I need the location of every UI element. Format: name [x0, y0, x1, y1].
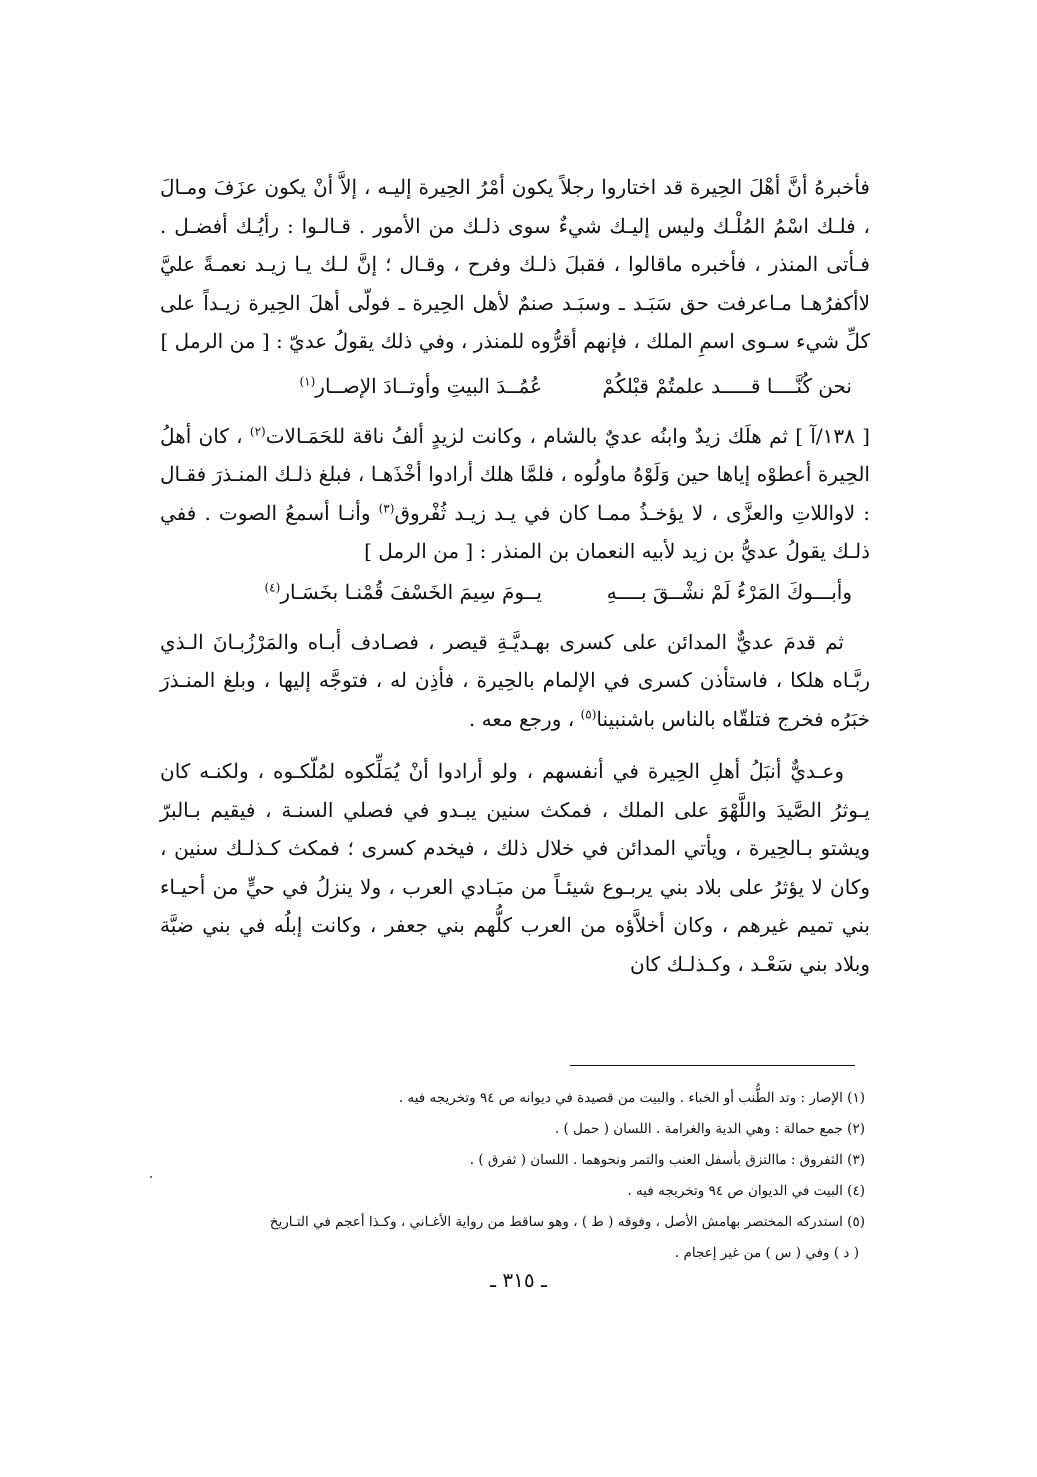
footnote-4: (٤) البيت في الديوان ص ٩٤ وتخريجه فيه .	[627, 1183, 865, 1199]
paragraph-3-part-b: ، ورجع معه .	[468, 706, 581, 731]
footnote-mark-4: (٤)	[264, 579, 281, 594]
paragraph-4: وعـديٌّ أنبَلُ أهلِ الحِيرة في أنفسهم ، ولو أرادوا أنْ يُمَلِّكوه لمُلّكـوه ، ولكنـه كان يـوثرُ الصَّيدَ واللَّهْوَ على الملك ، فمكث سنين يبـدو في فصلي السنـة ، فيقيم بـالبرّ ويشتو بـالحِيرة ، ويأتي المدائن في خلال ذلك ، فيخدم كسرى ؛ فمكث كـذلـك سنين ، وكان لا يؤثرُ على بلاد بني يربـوع شيئـاً من مبَـادي العرب ، ولا ينزلُ في حيٍّ من أحيـاء بني تميم غيرهم ، وكان أخلاَّؤه من العرب كلُّهم بني جعفر ، وكانت إبلُه في بني ضبَّة وبلاد بني سَعْـد ، وكـذلـك كان	[160, 759, 870, 976]
footnote-5: (٥) استدركه المختصر بهامش الأصل ، وفوقه ( ط ) ، وهو ساقط من رواية الأغـاني ، وكـذا أعجم في التـاريخ	[269, 1214, 865, 1230]
footnote-separator	[570, 1065, 855, 1066]
footnote-mark-2: (٢)	[249, 423, 266, 438]
footnotes	[160, 1083, 865, 1269]
paragraph-2-part-c: وأنـا أسمعُ الصوت . ففي ذلـك يقولُ عديُّ بن زيد لأبيه النعمان بن المنذر : [ من الرمل ]	[160, 500, 870, 563]
paragraph-2-part-a: [ ١٣٨/آ ] ثم هلَك زيدٌ وابنُه عديٌ بالشام ، وكانت لزيدٍ ألفُ ناقة للحَمَـالات	[265, 423, 870, 448]
main-text	[160, 168, 870, 983]
footnote-3: (٣) الثفروق : ماالتزق بأسفل العنب والتمر ونحوهما . اللسان ( ثفرق ) .	[469, 1152, 865, 1168]
verse-1	[160, 369, 870, 403]
paragraph-3-part-a: ثم قدمَ عديٌّ المدائن على كسرى بهـديَّـةِ قيصر ، فصـادف أبـاه والمَرْزُبـانَ الـذي ربَّـاه هلكا ، فاستأذن كسرى في الإلمام بالحِيرة ، فأذِن له ، فتوجَّه إليها ، وبلغ المنـذرَ خبَرُه فخرج فتلقّاه بالناس باشنبينا	[160, 629, 870, 731]
footnote-mark-3: (٣)	[378, 500, 395, 515]
paragraph-2	[160, 417, 870, 571]
footnote-5-continuation: ( د ) وفي ( س ) من غير إعجام .	[674, 1245, 859, 1261]
page-number: ـ ٣١٥ ـ	[490, 1268, 547, 1292]
paragraph-2-part-b: ، كان أهلُ الحِيرة أعطوْه إياها حين وَلَوْهُ ماولُوه ، فلمَّا هلك أرادوا أخْذَهـا ، فبلغ ذلـك المنـذرَ فقـال : لاواللاتِ والعزَّى ، لا يؤخـذُ ممـا كان في يـد زيـد ثُفْروق	[160, 423, 871, 525]
verse-2-second-hemistich	[252, 575, 542, 609]
verse-2-second-text: يــومَ سِيمَ الخَسْفَ قُمْنـا بخَسَـار	[280, 579, 542, 604]
verse-2-first-hemistich: وأبـــوكَ المَرْءُ لَمْ نشْــقَ بــــهِ	[606, 579, 852, 604]
footnote-mark-5: (٥)	[580, 706, 597, 721]
footnote-1: (١) الإصار : وتد الطُّنب أو الخباء . والبيت من قصيدة في ديوانه ص ٩٤ وتخريجه فيه .	[398, 1090, 865, 1106]
paragraph-3	[160, 623, 870, 739]
verse-1-second-text: عُمُــدَ البيتِ وأوتــادَ الإصــار	[315, 373, 542, 398]
footnote-mark-1: (١)	[299, 373, 316, 388]
verse-1-first-hemistich: نحن كُنَّــــا قـــــد علمتُمْ قبْلكُمْ	[602, 373, 852, 398]
verse-1-second-hemistich	[252, 369, 542, 403]
stray-mark	[150, 1176, 152, 1178]
verse-2	[160, 575, 870, 609]
paragraph-1: فأخبرهُ أنَّ أهْلَ الحِيرة قد اختاروا رجلاً يكون أمْرُ الحِيرة إليـه ، إلاَّ أنْ يكون عزَفَ ومـالَ ، فلـك اسْمُ المُلْـك وليس إليـك شيءٌ سوى ذلـك من الأمور . قـالـوا : رأيُـك أفضـل . فـأتى المنذر ، فأخبره ماقالوا ، فقبلَ ذلـك وفرح ، وقـال ؛ إنَّ لـك يـا زيـد نعمـةً عليَّ لاأكفرُهـا مـاعرفت حق سَبَـد ـ وسبَـد صنمٌ لأهل الحِيرة ـ فولّى أهلَ الحِيرة زيـداً على كلِّ شيء سـوى اسمِ الملك ، فإنهم أقرُّوه للمنذر ، وفي ذلك يقولُ عديّ : [ من الرمل ]	[160, 175, 870, 353]
footnote-2: (٢) جمع حمالة : وهي الدية والغرامة . اللسان ( حمل ) .	[554, 1121, 865, 1137]
